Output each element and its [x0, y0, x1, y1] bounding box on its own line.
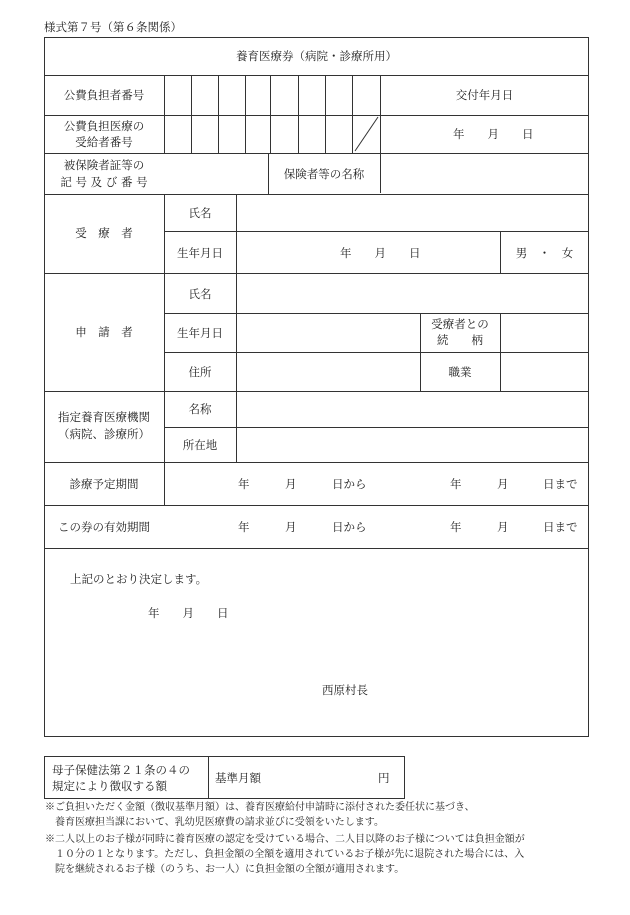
sex-choice: 男 ・ 女: [515, 246, 574, 260]
note-line-4: １０分の１となります。ただし、負担金額の全額を適用されているお子様が先に退院された場合には、入: [45, 849, 525, 860]
note-line-2: 養育医療担当課において、乳幼児医療費の請求並びに受領をいたします。: [45, 817, 384, 828]
applicant-name-label: 氏名: [188, 287, 212, 301]
note-line-1: ※ご負担いただく金額（徴収基準月額）は、養育医療給付申請時に添付された委任状に基づき、: [45, 802, 475, 813]
patient-name-label: 氏名: [188, 206, 212, 220]
validity-label: この券の有効期間: [58, 520, 150, 534]
patient-label: 受 療 者: [75, 226, 133, 240]
payer-number-label: 公費負担者番号: [63, 88, 145, 102]
fee-label-1: 母子保健法第２１条の４の: [52, 763, 190, 777]
facility-label-2: （病院、診療所）: [58, 427, 150, 441]
occupation-label: 職業: [448, 365, 472, 379]
fee-label-2: 規定により徴収する額: [52, 779, 167, 793]
decision-text: 上記のとおり決定します。: [70, 572, 208, 586]
slash-mark: [352, 115, 380, 153]
applicant-label: 申 請 者: [75, 325, 133, 339]
issue-date-label: 交付年月日: [455, 88, 514, 102]
issue-date-value: 年 月 日: [453, 127, 534, 141]
period-label: 診療予定期間: [69, 477, 139, 491]
form-title: 養育医療券（病院・診療所用）: [236, 49, 397, 63]
note-line-5: 院を継続されるお子様（のうち、お一人）に負担金額の全額が適用されます。: [45, 864, 405, 875]
decision-date: 年 月 日: [148, 606, 229, 620]
relation-label-1: 受療者との: [431, 317, 489, 331]
recipient-number-label-2: 受給者番号: [75, 135, 133, 149]
applicant-birth-label: 生年月日: [177, 326, 223, 340]
address-label: 住所: [188, 365, 212, 379]
fee-yen: 円: [378, 771, 390, 785]
patient-birth-value: 年 月 日: [340, 246, 421, 260]
note-line-3: ※二人以上のお子様が同時に養育医療の認定を受けている場合、二人目以降のお子様については負担金額が: [45, 834, 525, 845]
facility-name-label: 名称: [188, 402, 212, 416]
relation-label-2: 続 柄: [437, 333, 483, 347]
patient-birth-label: 生年月日: [177, 246, 223, 260]
form-number: 様式第７号（第６条関係）: [44, 20, 182, 34]
facility-location-label: 所在地: [182, 438, 218, 452]
facility-label-1: 指定養育医療機関: [58, 410, 150, 424]
recipient-number-label-1: 公費負担医療の: [63, 119, 145, 133]
insurer-name-label: 保険者等の名称: [283, 167, 365, 181]
fee-standard-label: 基準月額: [215, 771, 261, 785]
insured-label-1: 被保険者証等の: [63, 158, 145, 172]
issuer-name: 西原村長: [322, 683, 368, 697]
insured-label-2: 記 号 及 び 番 号: [60, 175, 148, 189]
